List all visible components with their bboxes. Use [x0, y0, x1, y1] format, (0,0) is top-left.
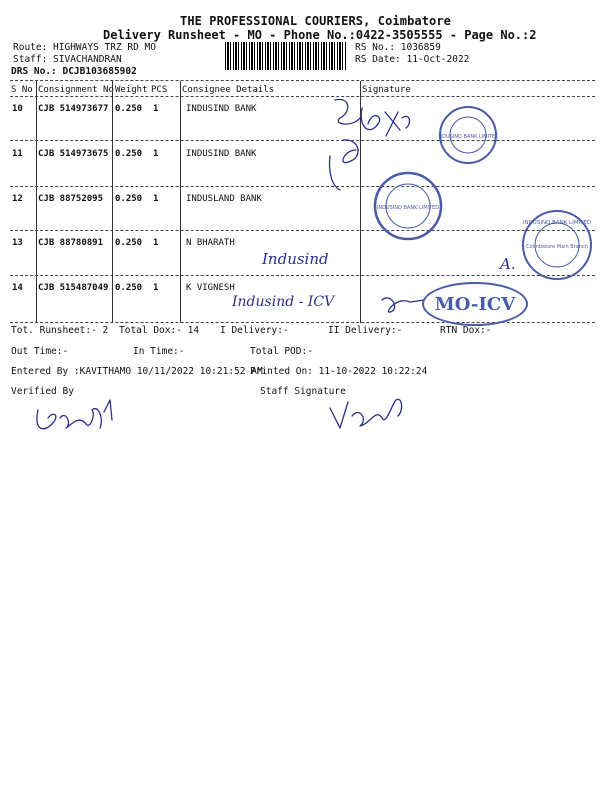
runsheet-title: Delivery Runsheet - MO - Phone No.:0422-3505555 - Page No.:2	[103, 28, 537, 42]
row-pcs: 1	[153, 283, 159, 293]
col-header-consignee: Consignee Details	[182, 85, 275, 95]
row-pcs: 1	[153, 149, 159, 159]
row-pcs: 1	[153, 104, 159, 114]
bank-stamp	[438, 105, 498, 165]
stamp-text: INDUSIND BANK LIMITED	[376, 205, 440, 211]
row-consignee: K VIGNESH	[186, 283, 235, 293]
row-consignment: CJB 88780891	[38, 238, 104, 248]
row-weight: 0.250	[115, 104, 143, 114]
col-header-pcs: PCS	[151, 85, 168, 95]
col-header-sno: S No	[11, 85, 33, 95]
row-consignment: CJB 88752095	[38, 194, 104, 204]
stamp-text: INDUSIND BANK LIMITED	[438, 134, 498, 140]
row-consignment: CJB 515487049	[38, 283, 109, 293]
stamp-text: MO-ICV	[434, 293, 516, 315]
tot-runsheet: Tot. Runsheet:- 2	[11, 325, 109, 336]
row-pcs: 1	[153, 194, 159, 204]
i-delivery: I Delivery:-	[220, 325, 289, 336]
col-header-weight: Weight	[115, 85, 148, 95]
row-sno: 10	[12, 104, 23, 114]
company-name: THE PROFESSIONAL COURIERS, Coimbatore	[180, 14, 452, 28]
handwritten-note-row13: Indusind	[262, 250, 329, 268]
col-header-consignment: Consignment No	[38, 85, 114, 95]
signature-scribble	[329, 156, 340, 190]
in-time: In Time:-	[133, 346, 185, 357]
row-sno: 12	[12, 194, 23, 204]
rtn-dox: RTN Dox:-	[440, 325, 492, 336]
total-dox: Total Dox:- 14	[119, 325, 200, 336]
signature-scribble	[335, 99, 409, 136]
verified-by-label: Verified By	[11, 386, 74, 397]
staff-signature-label: Staff Signature	[260, 386, 346, 397]
stamp-text: Coimbatore Main Branch	[526, 244, 588, 250]
handwritten-mark-row13: A.	[500, 255, 516, 273]
col-header-signature: Signature	[362, 85, 411, 95]
verified-signature	[37, 400, 112, 429]
mo-icv-stamp	[422, 282, 528, 326]
entered-by: Entered By :KAVITHAMO 10/11/2022 10:21:52 AM	[11, 366, 263, 377]
row-consignee: INDUSLAND BANK	[186, 194, 262, 204]
stamp-text: INDUSIND BANK LIMITED	[522, 220, 592, 226]
row-consignee: INDUSIND BANK	[186, 149, 257, 159]
signature-scribble	[343, 140, 358, 163]
row-consignee: N BHARATH	[186, 238, 235, 248]
row-sno: 11	[12, 149, 23, 159]
rs-date: RS Date: 11-Oct-2022	[355, 54, 470, 65]
total-pod: Total POD:-	[250, 346, 313, 357]
handwritten-note-row14: Indusind - ICV	[232, 294, 335, 310]
row-consignee: INDUSIND BANK	[186, 104, 257, 114]
printed-on: Printed On: 11-10-2022 10:22:24	[250, 366, 428, 377]
staff-label: Staff: SIVACHANDRAN	[13, 54, 122, 65]
row-weight: 0.250	[115, 238, 143, 248]
row-weight: 0.250	[115, 194, 143, 204]
drs-number: DRS No.: DCJB103685902	[11, 66, 137, 77]
bank-stamp	[520, 208, 594, 282]
route-label: Route: HIGHWAYS TRZ RD MO	[13, 42, 156, 53]
row-sno: 13	[12, 238, 23, 248]
staff-signature-scribble	[330, 399, 402, 428]
row-weight: 0.250	[115, 283, 143, 293]
rs-number: RS No.: 1036859	[355, 42, 441, 53]
row-consignment: CJB 514973675	[38, 149, 109, 159]
row-sno: 14	[12, 283, 23, 293]
row-weight: 0.250	[115, 149, 143, 159]
signature-scribble	[382, 298, 424, 312]
ii-delivery: II Delivery:-	[328, 325, 403, 336]
row-pcs: 1	[153, 238, 159, 248]
bank-stamp	[372, 170, 444, 242]
row-consignment: CJB 514973677	[38, 104, 109, 114]
out-time: Out Time:-	[11, 346, 69, 357]
